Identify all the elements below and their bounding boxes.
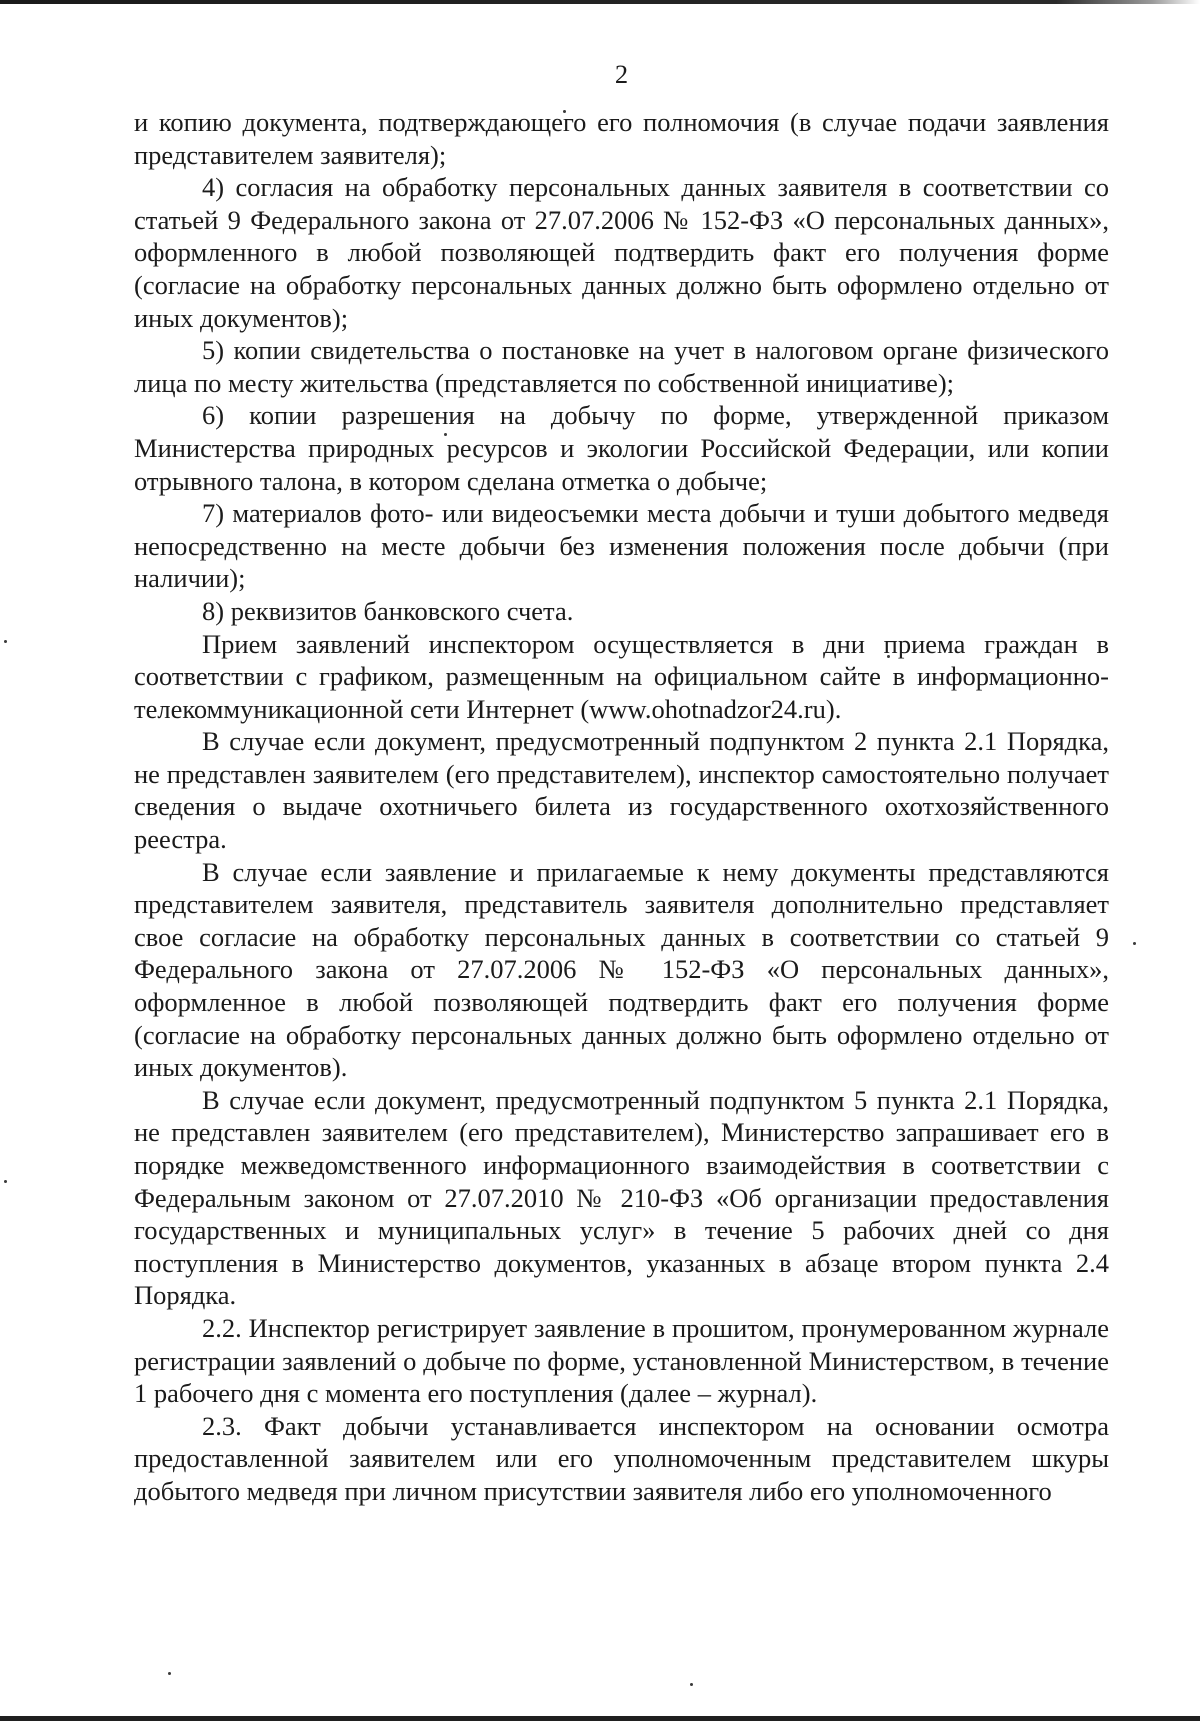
paragraph: 5) копии свидетельства о постановке на учет в налоговом органе физического лица по месту жительства (представляется по собственной инициативе); (134, 335, 1109, 398)
scan-speck (4, 1180, 7, 1183)
paragraph: В случае если документ, предусмотренный подпунктом 2 пункта 2.1 Порядка, не представлен заявителем (его представителем), инспектор самостоятельно получает сведения о выдаче охотничьего билета из государственного охотхозяйственного реестра. (134, 726, 1109, 855)
scan-speck (690, 1683, 693, 1686)
paragraph: и копию документа, подтверждающего его полномочия (в случае подачи заявления представителем заявителя); (134, 107, 1109, 170)
scan-speck (4, 640, 7, 643)
paragraph: 4) согласия на обработку персональных данных заявителя в соответствии со статьей 9 Федерального закона от 27.07.2006 № 152-ФЗ «О персональных данных», оформленного в любой позволяющей подтвердить факт его получения форме (согласие на обработку персональных данных должно быть оформлено отдельно от иных документов); (134, 172, 1109, 333)
paragraph: 8) реквизитов банковского счета. (202, 595, 574, 626)
scan-speck (1133, 942, 1136, 945)
paragraph: 2.2. Инспектор регистрирует заявление в прошитом, пронумерованном журнале регистрации заявлений о добыче по форме, установленной Министерством, в течение 1 рабочего дня с момента его поступления (далее – журнал). (134, 1312, 1109, 1409)
paragraph: Прием заявлений инспектором осуществляется в дни приема граждан в соответствии с графиком, размещенным на официальном сайте в информационно-телекоммуникационной сети Интернет (www.ohotnadzor24.ru). (134, 628, 1109, 724)
scan-bottom-edge (0, 1716, 1200, 1721)
paragraph: 2.3. Факт добычи устанавливается инспектором на основании осмотра предоставленной заявителем или его уполномоченным представителем шкуры добытого медведя при личном присутствии заявителя либо его уполномоченного (134, 1410, 1109, 1506)
page-number: 2 (614, 59, 629, 89)
paragraph: 6) копии разрешения на добычу по форме, утвержденной приказом Министерства природных ресурсов и экологии Российской Федерации, или копии отрывного талона, в котором сделана отметка о добыче; (134, 400, 1109, 496)
paragraph: 7) материалов фото- или видеосъемки места добычи и туши добытого медведя непосредственно на месте добычи без изменения положения после добычи (при наличии); (134, 498, 1109, 594)
paragraph: В случае если документ, предусмотренный подпунктом 5 пункта 2.1 Порядка, не представлен заявителем (его представителем), Министерство запрашивает его в порядке межведомственного информационного взаимодействия в соответствии с Федеральным законом от 27.07.2010 № 210-ФЗ «Об организации предоставления государственных и муниципальных услуг» в течение 5 рабочих дней со дня поступления в Министерство документов, указанных в абзаце втором пункта 2.4 Порядка. (134, 1084, 1109, 1311)
document-page (134, 58, 1109, 1508)
scan-speck (168, 1672, 171, 1675)
paragraph: В случае если заявление и прилагаемые к нему документы представляются представителем заявителя, представитель заявителя дополнительно представляет свое согласие на обработку персональных данных в соответствии со статьей 9 Федерального закона от 27.07.2006 № 152-ФЗ «О персональных данных», оформленное в любой позволяющей подтвердить факт его получения форме (согласие на обработку персональных данных должно быть оформлено отдельно от иных документов). (134, 856, 1109, 1083)
scan-top-edge (0, 0, 1200, 4)
